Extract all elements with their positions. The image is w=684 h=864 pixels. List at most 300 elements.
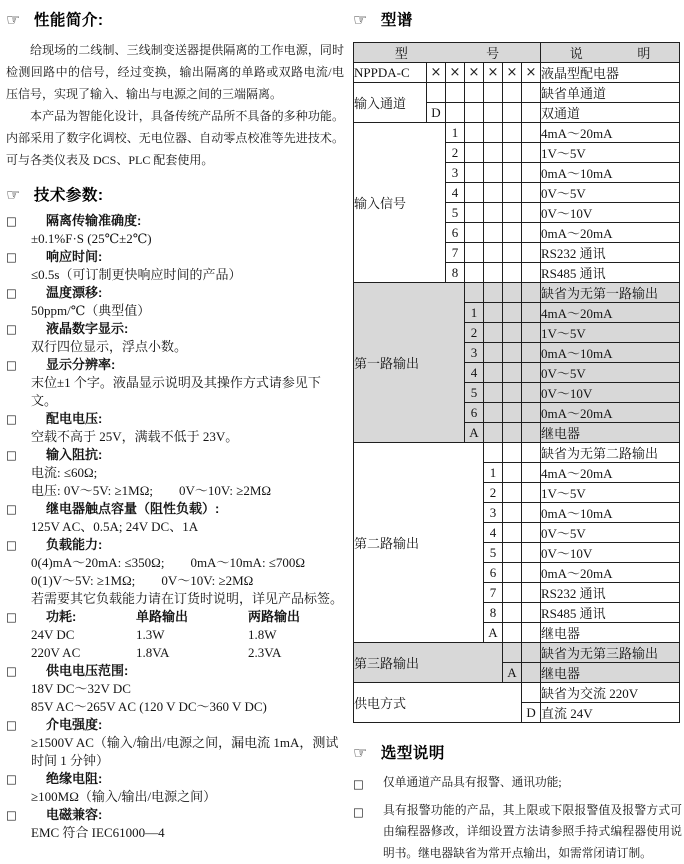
tech-item-body [31,356,344,410]
tech-item-value [31,734,344,770]
empty-cell [522,163,541,183]
option-desc-cell: 0mA～20mA [541,563,680,583]
empty-cell [522,403,541,423]
option-desc-cell: 4mA～20mA [541,463,680,483]
tech-grid-cell: 220V AC [31,644,136,662]
option-desc-cell: 继电器 [541,623,680,643]
tech-grid-cell: 1.8VA [136,644,248,662]
empty-cell [503,183,522,203]
empty-cell [522,523,541,543]
selection-title: 选型说明 [381,741,445,763]
option-desc-cell: RS232 通讯 [541,243,680,263]
empty-cell [503,83,522,103]
tech-value-segment: 双行四位显示，浮点小数。 [31,339,187,354]
x-mark-cell: × [427,63,446,83]
tech-value-segment: 空载不高于 25V，满载不低于 23V。 [31,429,238,444]
option-code-cell: 5 [446,203,465,223]
empty-cell [522,623,541,643]
option-desc-cell: 0mA～10mA [541,163,680,183]
option-code-cell [465,283,484,303]
tech-item-label: 响应时间: [46,248,344,266]
tech-value-segment: 125V AC、0.5A; 24V DC、1A [31,519,198,534]
option-desc-cell: 1V～5V [541,483,680,503]
option-code-cell: 8 [446,263,465,283]
checkbox-icon: □ [6,538,17,552]
tech-item [6,356,344,410]
option-desc-cell: 1V～5V [541,323,680,343]
option-desc-cell: 缺省为无第二路输出 [541,443,680,463]
empty-cell [503,103,522,123]
empty-cell [503,543,522,563]
empty-cell [522,583,541,603]
empty-cell [522,263,541,283]
option-code-cell: 3 [446,163,465,183]
left-column [6,8,344,842]
empty-cell [484,163,503,183]
empty-cell [522,203,541,223]
empty-cell [446,83,465,103]
tech-value-segment: ±0.1%F·S (25℃±2℃) [31,231,152,246]
spectrum-heading [353,8,682,30]
tech-grid-column-header: 单路输出 [136,608,248,626]
empty-cell [465,143,484,163]
option-code-cell: 1 [484,463,503,483]
x-mark-cell: × [484,63,503,83]
x-mark-cell: × [503,63,522,83]
checkbox-icon: □ [6,214,17,228]
checkbox-icon: □ [6,664,17,678]
tech-item [6,806,344,842]
tech-item [6,536,344,608]
tech-value-segment: ≥1500V AC（输入/输出/电源之间，漏电流 1mA，测试时间 1 分钟） [31,735,338,768]
tech-item-body [31,806,344,842]
tech-value-segment: 若需要其它负载能力请在订货时说明，详见产品标签。 [31,591,343,606]
spectrum-title: 型谱 [381,8,413,30]
option-desc-cell: RS485 通讯 [541,603,680,623]
model-row [354,63,680,83]
right-column [353,8,682,864]
tech-value-segment: 85V AC～265V AC (120 V DC～360 V DC) [31,699,267,714]
empty-cell [484,143,503,163]
empty-cell [503,623,522,643]
option-code-cell: 6 [446,223,465,243]
tech-item-label: 绝缘电阻: [46,770,344,788]
tech-value-segment: 50ppm/℃（典型值） [31,303,150,318]
empty-cell [503,143,522,163]
empty-cell [503,223,522,243]
empty-cell [522,543,541,563]
empty-cell [484,403,503,423]
x-mark-cell: × [465,63,484,83]
tech-item-body [31,212,344,248]
tech-grid-cell: 24V DC [31,626,136,644]
empty-cell [484,243,503,263]
option-code-cell: A [503,663,522,683]
tech-value-segment: 0mA～10mA: ≤700Ω [190,555,305,570]
empty-cell [484,123,503,143]
tech-item-body [31,662,344,716]
tech-item-body [31,536,344,608]
empty-cell [522,663,541,683]
empty-cell [465,183,484,203]
intro-heading [6,8,344,30]
empty-cell [522,463,541,483]
header-cell-description [541,43,680,63]
header-text: 型 [356,43,447,62]
option-desc-cell: 4mA～20mA [541,123,680,143]
option-code-cell [427,83,446,103]
option-code-cell: 3 [484,503,503,523]
empty-cell [503,283,522,303]
option-code-cell: A [465,423,484,443]
option-code-cell: 3 [465,343,484,363]
option-code-cell: 6 [484,563,503,583]
checkbox-icon: □ [6,772,17,786]
option-desc-cell: 缺省为交流 220V [541,683,680,703]
tech-item-body [31,320,344,356]
option-code-cell: 2 [484,483,503,503]
empty-cell [503,443,522,463]
tech-item [6,320,344,356]
empty-cell [522,343,541,363]
tech-item-label: 功耗: [31,608,136,626]
empty-cell [503,343,522,363]
section-label-cell: 输入通道 [354,83,427,123]
option-code-cell: 6 [465,403,484,423]
tech-item-value [31,266,344,284]
empty-cell [465,103,484,123]
checkbox-icon: □ [6,502,17,516]
option-code-cell: 1 [446,123,465,143]
checkbox-icon: □ [353,800,383,864]
tech-item [6,716,344,770]
empty-cell [522,243,541,263]
empty-cell [465,203,484,223]
section-label-cell: 供电方式 [354,683,522,723]
intro-paragraphs [6,39,344,171]
pointing-hand-icon: ☞ [353,743,368,762]
table-row [354,683,680,703]
option-desc-cell: 1V～5V [541,143,680,163]
intro-paragraph: 本产品为智能化设计，具备传统产品所不具备的多种功能。内部采用了数字化调校、无电位器、自动零点校准等先进技术。可与各类仪表及 DCS、PLC 配套使用。 [6,105,344,171]
option-code-cell: 2 [465,323,484,343]
header-text: 明 [610,43,678,62]
option-code-cell [503,643,522,663]
tech-item-label: 介电强度: [46,716,344,734]
empty-cell [484,383,503,403]
tech-item-value [31,302,344,320]
empty-cell [484,203,503,223]
checkbox-icon: □ [353,772,383,796]
tech-item-value [31,482,344,500]
option-desc-cell: 0mA～20mA [541,223,680,243]
model-desc-cell: 液晶型配电器 [541,63,680,83]
tech-item [6,662,344,716]
empty-cell [522,383,541,403]
tech-grid-cell: 1.3W [136,626,248,644]
tech-value-segment: 电压: 0V～5V: ≥1MΩ; [31,483,153,498]
table-row [354,83,680,103]
option-desc-cell: 缺省为无第三路输出 [541,643,680,663]
empty-cell [503,263,522,283]
empty-cell [503,403,522,423]
option-code-cell: A [484,623,503,643]
tech-item-body [31,500,344,536]
empty-cell [522,183,541,203]
empty-cell [522,443,541,463]
tech-item-value [31,554,344,572]
option-desc-cell: 0V～5V [541,363,680,383]
selection-note-text: 仅单通道产品具有报警、通讯功能; [383,772,682,796]
empty-cell [503,303,522,323]
option-desc-cell: RS232 通讯 [541,583,680,603]
empty-cell [446,103,465,123]
empty-cell [503,503,522,523]
tech-item-body [31,410,344,446]
tech-item-label: 电磁兼容: [46,806,344,824]
empty-cell [484,103,503,123]
option-desc-cell: 0V～5V [541,523,680,543]
option-desc-cell: 缺省单通道 [541,83,680,103]
option-desc-cell: 缺省为无第一路输出 [541,283,680,303]
empty-cell [522,563,541,583]
tech-item-label: 供电电压范围: [46,662,344,680]
option-code-cell: 4 [465,363,484,383]
tech-value-segment: 0(4)mA～20mA: ≤350Ω; [31,555,164,570]
tech-parameter-list [6,212,344,842]
table-row [354,123,680,143]
option-desc-cell: 双通道 [541,103,680,123]
tech-item-value [31,230,344,248]
option-desc-cell: 0V～5V [541,183,680,203]
option-code-cell: 7 [446,243,465,263]
model-spectrum-table [353,42,680,723]
tech-grid-header [31,608,344,626]
empty-cell [522,363,541,383]
option-desc-cell: 0V～10V [541,543,680,563]
empty-cell [465,123,484,143]
empty-cell [522,303,541,323]
tech-grid-row [31,626,344,644]
empty-cell [522,423,541,443]
tech-value-segment: 电流: ≤60Ω; [31,465,97,480]
pointing-hand-icon: ☞ [353,10,368,29]
tech-item-value [31,824,344,842]
x-mark-cell: × [446,63,465,83]
header-text: 说 [542,43,610,62]
empty-cell [465,83,484,103]
tech-value-segment: 末位±1 个字。液晶显示说明及其操作方式请参见下文。 [31,375,321,408]
empty-cell [503,483,522,503]
option-code-cell: 1 [465,303,484,323]
tech-heading [6,183,344,205]
empty-cell [465,163,484,183]
option-code-cell [484,443,503,463]
empty-cell [522,643,541,663]
empty-cell [465,263,484,283]
empty-cell [522,483,541,503]
option-desc-cell: 继电器 [541,423,680,443]
model-name-cell: NPPDA-C [354,63,427,83]
intro-title: 性能简介: [34,8,104,30]
option-code-cell: D [427,103,446,123]
empty-cell [503,583,522,603]
selection-notes-list [353,772,682,864]
tech-title: 技术参数: [34,183,104,205]
tech-item-label: 温度漂移: [46,284,344,302]
selection-note-item [353,800,682,864]
checkbox-icon: □ [6,358,17,372]
option-desc-cell: 0mA～10mA [541,343,680,363]
option-code-cell: 8 [484,603,503,623]
empty-cell [484,303,503,323]
tech-item-label: 显示分辨率: [46,356,344,374]
option-desc-cell: RS485 通讯 [541,263,680,283]
tech-item-value [31,518,344,536]
tech-item-body [31,770,344,806]
tech-item-body [31,284,344,320]
empty-cell [503,463,522,483]
tech-item [6,248,344,284]
tech-item-value [31,698,344,716]
checkbox-icon: □ [6,808,17,822]
tech-item-label: 配电电压: [46,410,344,428]
checkbox-icon: □ [6,322,17,336]
empty-cell [484,283,503,303]
empty-cell [484,183,503,203]
empty-cell [522,503,541,523]
tech-item [6,770,344,806]
tech-value-segment: 0(1)V～5V: ≥1MΩ; [31,573,135,588]
tech-value-segment: 0V～10V: ≥2MΩ [161,573,253,588]
header-cell-model-code [354,43,541,63]
tech-item-label: 负载能力: [46,536,344,554]
selection-heading [353,741,682,763]
option-code-cell: 4 [446,183,465,203]
option-desc-cell: 4mA～20mA [541,303,680,323]
tech-item [6,212,344,248]
empty-cell [503,383,522,403]
empty-cell [503,203,522,223]
tech-grid-cell: 1.8W [248,626,344,644]
tech-item-body [31,248,344,284]
option-desc-cell: 直流 24V [541,703,680,723]
tech-item-body [31,608,344,662]
intro-paragraph: 给现场的二线制、三线制变送器提供隔离的工作电源，同时检测回路中的信号，经过变换，输出隔离的单路或双路电流/电压信号，实现了输入、输出与电源之间的三端隔离。 [6,39,344,105]
tech-grid-column-header: 两路输出 [248,608,344,626]
option-code-cell: 5 [484,543,503,563]
tech-item-value [31,680,344,698]
section-label-cell: 第三路输出 [354,643,503,683]
checkbox-icon: □ [6,250,17,264]
selection-note-item [353,772,682,796]
empty-cell [484,223,503,243]
selection-note-text: 具有报警功能的产品，其上限或下限报警值及报警方式可由编程器修改，详细设置方法请参照手持式编程器使用说明书。继电器缺省为常开点输出，如需常闭请订制。 [383,800,682,864]
tech-item-value [31,788,344,806]
tech-value-segment: 18V DC～32V DC [31,681,131,696]
tech-item-value [31,590,344,608]
section-label-cell: 输入信号 [354,123,446,283]
tech-grid-row [31,644,344,662]
option-code-cell [522,683,541,703]
checkbox-icon: □ [6,412,17,426]
empty-cell [484,343,503,363]
option-desc-cell: 0V～10V [541,383,680,403]
tech-value-segment: EMC 符合 IEC61000—4 [31,825,165,840]
empty-cell [484,363,503,383]
header-text: 号 [447,43,538,62]
tech-item [6,410,344,446]
empty-cell [503,243,522,263]
checkbox-icon: □ [6,448,17,462]
empty-cell [522,143,541,163]
table-header-row [354,43,680,63]
empty-cell [503,563,522,583]
tech-item-value [31,428,344,446]
option-desc-cell: 0mA～20mA [541,403,680,423]
tech-item-value [31,374,344,410]
tech-value-segment: ≥100MΩ（输入/输出/电源之间） [31,789,216,804]
tech-item [6,284,344,320]
table-row [354,443,680,463]
empty-cell [522,83,541,103]
checkbox-icon: □ [6,286,17,300]
empty-cell [503,523,522,543]
tech-item-label: 液晶数字显示: [46,320,344,338]
empty-cell [503,123,522,143]
tech-value-segment: ≤0.5s（可订制更快响应时间的产品） [31,267,241,282]
pointing-hand-icon: ☞ [6,185,21,204]
section-label-cell: 第一路输出 [354,283,465,443]
checkbox-icon: □ [6,610,17,624]
x-mark-cell: × [522,63,541,83]
option-code-cell: 7 [484,583,503,603]
tech-item-label: 继电器触点容量（阻性负载）: [46,500,344,518]
tech-item-body [31,716,344,770]
empty-cell [465,243,484,263]
empty-cell [503,163,522,183]
tech-item-value [31,464,344,482]
empty-cell [503,423,522,443]
tech-item [6,446,344,500]
option-code-cell: 4 [484,523,503,543]
tech-item-value [31,572,344,590]
tech-item-label: 隔离传输准确度: [46,212,344,230]
option-desc-cell: 0mA～10mA [541,503,680,523]
tech-item [6,500,344,536]
tech-item-value [31,338,344,356]
tech-grid-cell: 2.3VA [248,644,344,662]
empty-cell [503,363,522,383]
tech-item [6,608,344,662]
table-body [354,43,680,723]
option-code-cell: 2 [446,143,465,163]
empty-cell [522,323,541,343]
pointing-hand-icon: ☞ [6,10,21,29]
empty-cell [522,103,541,123]
empty-cell [484,423,503,443]
empty-cell [484,263,503,283]
empty-cell [522,123,541,143]
empty-cell [522,223,541,243]
option-code-cell: D [522,703,541,723]
empty-cell [484,323,503,343]
empty-cell [503,323,522,343]
option-desc-cell: 0V～10V [541,203,680,223]
section-label-cell: 第二路输出 [354,443,484,643]
empty-cell [465,223,484,243]
option-desc-cell: 继电器 [541,663,680,683]
